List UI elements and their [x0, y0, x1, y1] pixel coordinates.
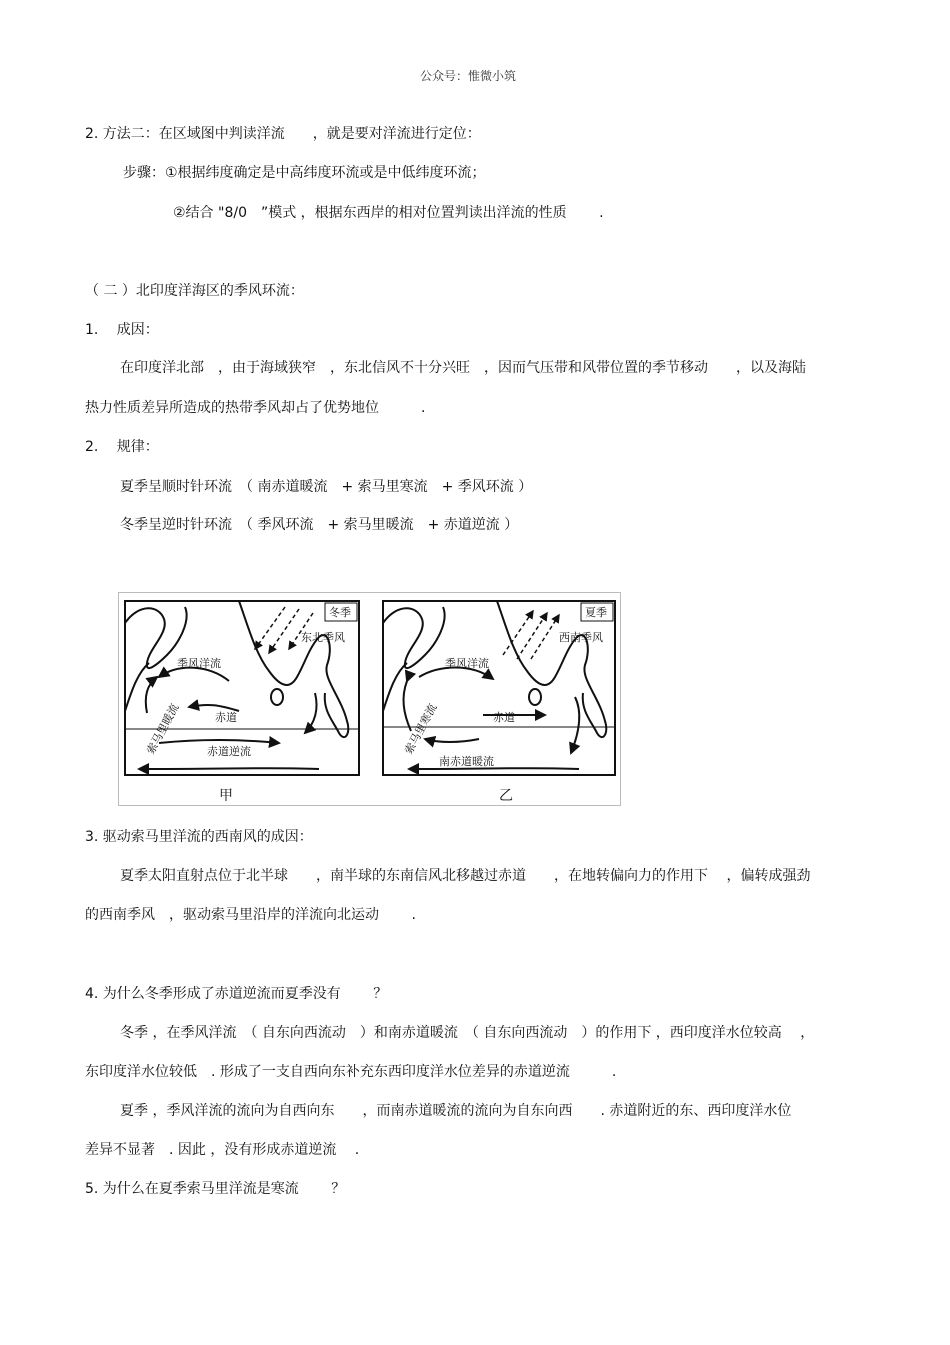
- question-five-heading: 5. 为什么在夏季索马里洋流是寒流 ？: [85, 1181, 346, 1197]
- method-two-line: 2. 方法二：在区域图中判读洋流 ，就是要对洋流进行定位：: [85, 126, 481, 142]
- winter-rule: 冬季呈逆时针环流 （ 季风环流 + 索马里暖流 + 赤道逆流 ）: [120, 517, 519, 533]
- right-wind-label: 西南季风: [559, 631, 603, 644]
- step-one-line: 步骤：①根据纬度确定是中高纬度环流或是中低纬度环流；: [123, 165, 486, 181]
- cause-paragraph-line-1: 在印度洋北部 ，由于海域狭窄 ，东北信风不十分兴旺 ，因而气压带和风带位置的季节移动 ，以及海陆: [120, 360, 806, 376]
- question-four-line-2: 东印度洋水位较低 . 形成了一支自西向东补充东西印度洋水位差异的赤道逆流 .: [85, 1064, 617, 1080]
- left-wind-label: 东北季风: [301, 631, 345, 644]
- question-four-line-3: 夏季 ，季风洋流的流向为自西向东 ，而南赤道暖流的流向为自东向西 . 赤道附近的东、西印度洋水位: [120, 1103, 792, 1119]
- question-four-line-4: 差异不显著 . 因此 ，没有形成赤道逆流 .: [85, 1142, 360, 1158]
- left-caption: 甲: [219, 788, 233, 804]
- question-four-line-1: 冬季 ，在季风洋流 （ 自东向西流动 ）和南赤道暖流 （ 自东向西流动 ）的作用下 ，西印度洋水位较高 ，: [120, 1025, 815, 1041]
- right-map: [383, 601, 615, 775]
- cause-paragraph-line-2: 热力性质差异所造成的热带季风却占了优势地位 .: [85, 400, 426, 416]
- left-counter-current-label: 赤道逆流: [207, 745, 251, 758]
- question-four-heading: 4. 为什么冬季形成了赤道逆流而夏季没有 ？: [85, 986, 388, 1002]
- cause-heading: 1. 成因：: [85, 322, 159, 338]
- right-map-frame: [383, 601, 615, 775]
- left-map: [125, 601, 359, 775]
- right-somali-label: 索马里寒流: [402, 701, 440, 757]
- question-three-heading: 3. 驱动索马里洋流的西南风的成因：: [85, 829, 313, 845]
- right-caption: 乙: [499, 788, 513, 804]
- monsoon-current-figure: [118, 592, 621, 806]
- left-somali-label: 索马里暖流: [144, 701, 182, 757]
- right-south-equatorial-label: 南赤道暖流: [439, 755, 494, 768]
- question-three-line-2: 的西南季风 ，驱动索马里沿岸的洋流向北运动 .: [85, 907, 416, 923]
- rule-heading: 2. 规律：: [85, 439, 159, 455]
- left-monsoon-current-label: 季风洋流: [177, 657, 221, 670]
- left-equator-label: 赤道: [215, 711, 237, 724]
- step-two-line: ②结合 "8/0 ”模式 ，根据东西岸的相对位置判读出洋流的性质 .: [173, 205, 604, 221]
- right-season-label: 夏季: [585, 606, 607, 619]
- right-south-equatorial-arrow: [409, 768, 579, 769]
- page-header: 公众号：惟微小筑: [420, 69, 517, 83]
- summer-rule: 夏季呈顺时针环流 （ 南赤道暖流 + 索马里寒流 + 季风环流 ）: [120, 479, 533, 495]
- right-monsoon-current-label: 季风洋流: [445, 657, 489, 670]
- left-south-arrow: [139, 768, 319, 769]
- left-season-label: 冬季: [329, 606, 351, 619]
- right-equator-label: 赤道: [493, 711, 515, 724]
- question-three-line-1: 夏季太阳直射点位于北半球 ，南半球的东南信风北移越过赤道 ，在地转偏向力的作用下 ，偏转成强劲: [120, 868, 811, 884]
- figure-canvas: [119, 593, 620, 805]
- section-heading: （ 二 ）北印度洋海区的季风环流：: [85, 283, 304, 299]
